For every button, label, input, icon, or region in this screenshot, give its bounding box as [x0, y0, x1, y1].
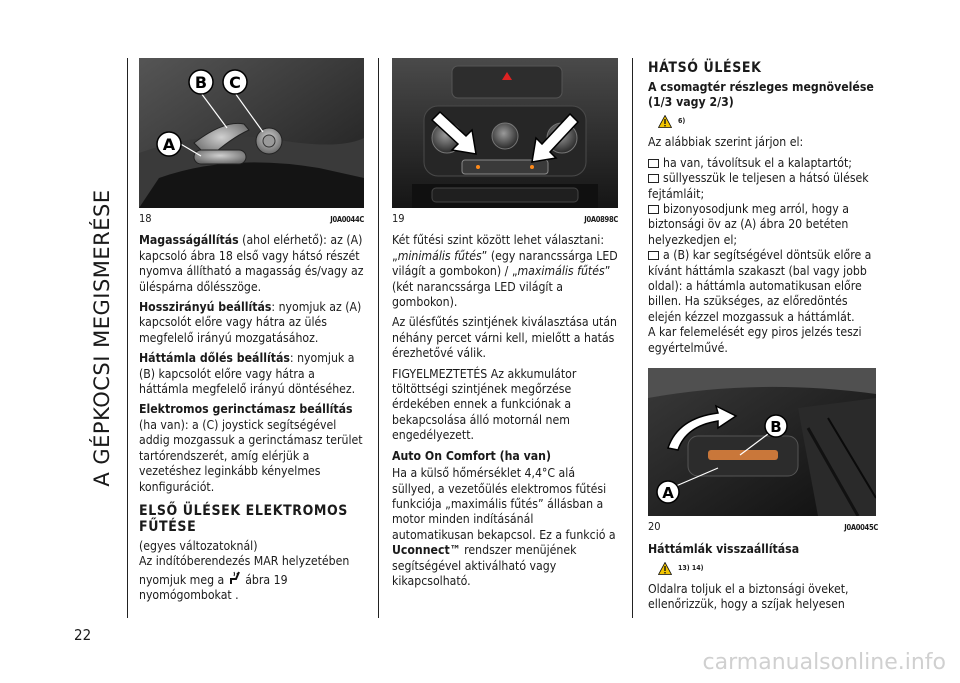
- warning-ref-13-14: [658, 561, 878, 576]
- figure-20-image: [648, 368, 876, 516]
- label-b: B: [770, 418, 782, 437]
- watermark: carmanualsonline.info: [702, 650, 946, 675]
- led-left: [476, 165, 480, 169]
- step-bullet-icon: [648, 251, 659, 260]
- column-2: [392, 58, 618, 594]
- warning-ref-6: [658, 114, 878, 129]
- subheading-luggage: A csomagtér részleges megnövelése (1/3 vagy 2/3): [648, 80, 874, 109]
- figure-18-code: J0A0044C: [330, 215, 364, 224]
- paragraph-intro: Az alábbiak szerint járjon el:: [648, 135, 804, 150]
- text-heating-1: Az indítóberendezés MAR helyzetében nyomjuk meg a: [139, 554, 350, 587]
- figure-20-code: J0A0045C: [844, 523, 878, 533]
- term-backrest: Háttámla dőlés beállítás: [139, 351, 290, 366]
- paragraph-height: [139, 233, 364, 295]
- chapter-rule: [127, 58, 128, 618]
- figure-19-image: [392, 58, 618, 208]
- paragraph-auto-on-comfort: [392, 466, 618, 589]
- warning-ref-6-text: 6): [678, 117, 686, 125]
- paragraph-wait: Az ülésfűtés szintjének kiválasztása után néhány percet várni kell, mielőtt a hatás érezhetővé válik.: [392, 315, 618, 361]
- paragraph-longitudinal: [139, 300, 364, 346]
- text-max-heat: maximális fűtés: [517, 264, 605, 279]
- figure-19-number: 19: [392, 212, 405, 225]
- term-longitudinal: Hosszirányú beállítás: [139, 300, 272, 315]
- paragraph-heat-levels: [392, 233, 618, 310]
- term-lumbar: Elektromos gerinctámasz beállítás: [139, 402, 353, 417]
- paragraph-backrest: [139, 351, 364, 397]
- figure-18-image: [139, 58, 364, 208]
- column-1: [139, 58, 364, 609]
- text-levels-b: ” (egy narancssárga LED világít a gombokon) / „: [392, 248, 618, 279]
- text-lumbar: (ha van): a (C) joystick segítségével addig mozgassuk a gerinctámasz terület tartórendszerét, amíg elérjük a vezetéshez leginkább kényelmes konfigurációt.: [139, 417, 363, 494]
- text-levels-a: Két fűtési szint között lehet választani: „: [392, 233, 605, 263]
- dashboard-heater-illustration: [392, 58, 618, 208]
- term-height: Magasságállítás: [139, 233, 239, 248]
- paragraph-lever-indicator: A kar felemelését egy piros jelzés teszi egyértelművé.: [648, 325, 862, 355]
- text-min-heat: minimális fűtés: [397, 248, 482, 263]
- heading-auto-on-comfort: [392, 449, 618, 464]
- figure-20-number: 20: [648, 520, 661, 534]
- step-2-text: süllyesszük le teljesen a hátsó ülések fejtámláit;: [648, 171, 869, 201]
- text-levels-c: ” (két narancssárga LED világít a gombokon).: [392, 264, 611, 310]
- term-auto-on-comfort: Auto On Comfort (ha van): [392, 448, 551, 463]
- heading-seat-heating: ELSŐ ÜLÉSEK ELEKTROMOS FŰTÉSE: [139, 502, 348, 535]
- step-bullet-icon: [648, 159, 659, 168]
- paragraph-lumbar: [139, 402, 364, 494]
- step-3-text: bizonyosodjunk meg arról, hogy a biztonsági öv az (A) ábra 20 betéten helyezkedjen el;: [648, 202, 849, 247]
- step-2: [648, 171, 878, 202]
- column-3: [648, 58, 878, 618]
- column-divider-2: [632, 58, 633, 618]
- text-backrest: : nyomjuk a (B) kapcsolót előre vagy hátra a háttámla megfelelő irányú döntéséhez.: [139, 351, 356, 397]
- label-b: B: [194, 73, 208, 92]
- warning-icon: [658, 115, 672, 128]
- label-a: A: [162, 135, 176, 154]
- step-1-text: ha van, távolítsuk el a kalaptartót;: [663, 155, 852, 170]
- term-uconnect: Uconnect™: [392, 543, 461, 558]
- paragraph-warning: FIGYELMEZTETÉS Az akkumulátor töltöttségi szintjének megőrzése érdekében ennek a funkciónak a bekapcsolása álló motornál nem engedélyezett.: [392, 366, 577, 443]
- figure-20-caption: [648, 519, 878, 535]
- label-a: A: [662, 484, 674, 503]
- seat-heater-icon: [228, 570, 242, 586]
- heading-rear-seats: HÁTSÓ ÜLÉSEK: [648, 60, 762, 76]
- step-4: [648, 248, 878, 325]
- text-heating-2: ábra 19 nyomógombokat .: [139, 572, 288, 603]
- figure-19-caption: [392, 211, 618, 227]
- seat-controls-illustration: [139, 58, 364, 208]
- figure-18-caption: [139, 211, 364, 227]
- text-auto-1: Ha a külső hőmérséklet 4,4°C alá süllyed, a vezetőülés elektromos fűtési funkciója „maximális fűtés” állásban a motor minden indításánál automatikusan bekapcsol. Ez a funkció a: [392, 466, 616, 542]
- chapter-title: A GÉPKOCSI MEGISMERÉSE: [90, 189, 114, 487]
- text-height: (ahol elérhető): az (A) kapcsoló ábra 18 első vagy hátsó részét nyomva állítható a magasság és/vagy az üléspárna dőlésszöge.: [139, 233, 364, 294]
- subheading-restore: Háttámlák visszaállítása: [648, 541, 800, 556]
- heating-subtitle: (egyes változatoknál): [139, 538, 258, 553]
- paragraph-heating: [139, 554, 364, 603]
- warning-ref-13-14-text: 13) 14): [678, 563, 704, 572]
- column-divider-1: [378, 58, 379, 618]
- text-longitudinal: : nyomjuk az (A) kapcsolót előre vagy hátra az ülés megfelelő irányú mozgatásához.: [139, 300, 362, 345]
- step-bullet-icon: [648, 205, 659, 214]
- figure-19-code: J0A0898C: [584, 215, 618, 224]
- rear-seat-lever-illustration: [648, 368, 876, 516]
- led-right: [530, 165, 534, 169]
- label-c: C: [229, 73, 241, 92]
- paragraph-restore: Oldalra toljuk el a biztonsági öveket, ellenőrizzük, hogy a szíjak helyesen: [648, 581, 849, 612]
- warning-icon: [658, 562, 672, 575]
- page-number: 22: [74, 626, 92, 644]
- chapter-title-vertical: [72, 58, 132, 618]
- step-3: [648, 202, 878, 248]
- text-auto-2: rendszer menüjének segítségével aktiválható vagy kikapcsolható.: [392, 543, 577, 588]
- figure-18-number: 18: [139, 212, 152, 225]
- step-bullet-icon: [648, 174, 659, 183]
- step-4-text: a (B) kar segítségével döntsük előre a kívánt háttámla szakaszt (bal vagy jobb oldal): a háttámla automatikusan előre billen. Ha szükséges, az előredöntés elején kézzel mozgassuk a háttámlát.: [648, 248, 872, 324]
- step-1: [648, 156, 878, 171]
